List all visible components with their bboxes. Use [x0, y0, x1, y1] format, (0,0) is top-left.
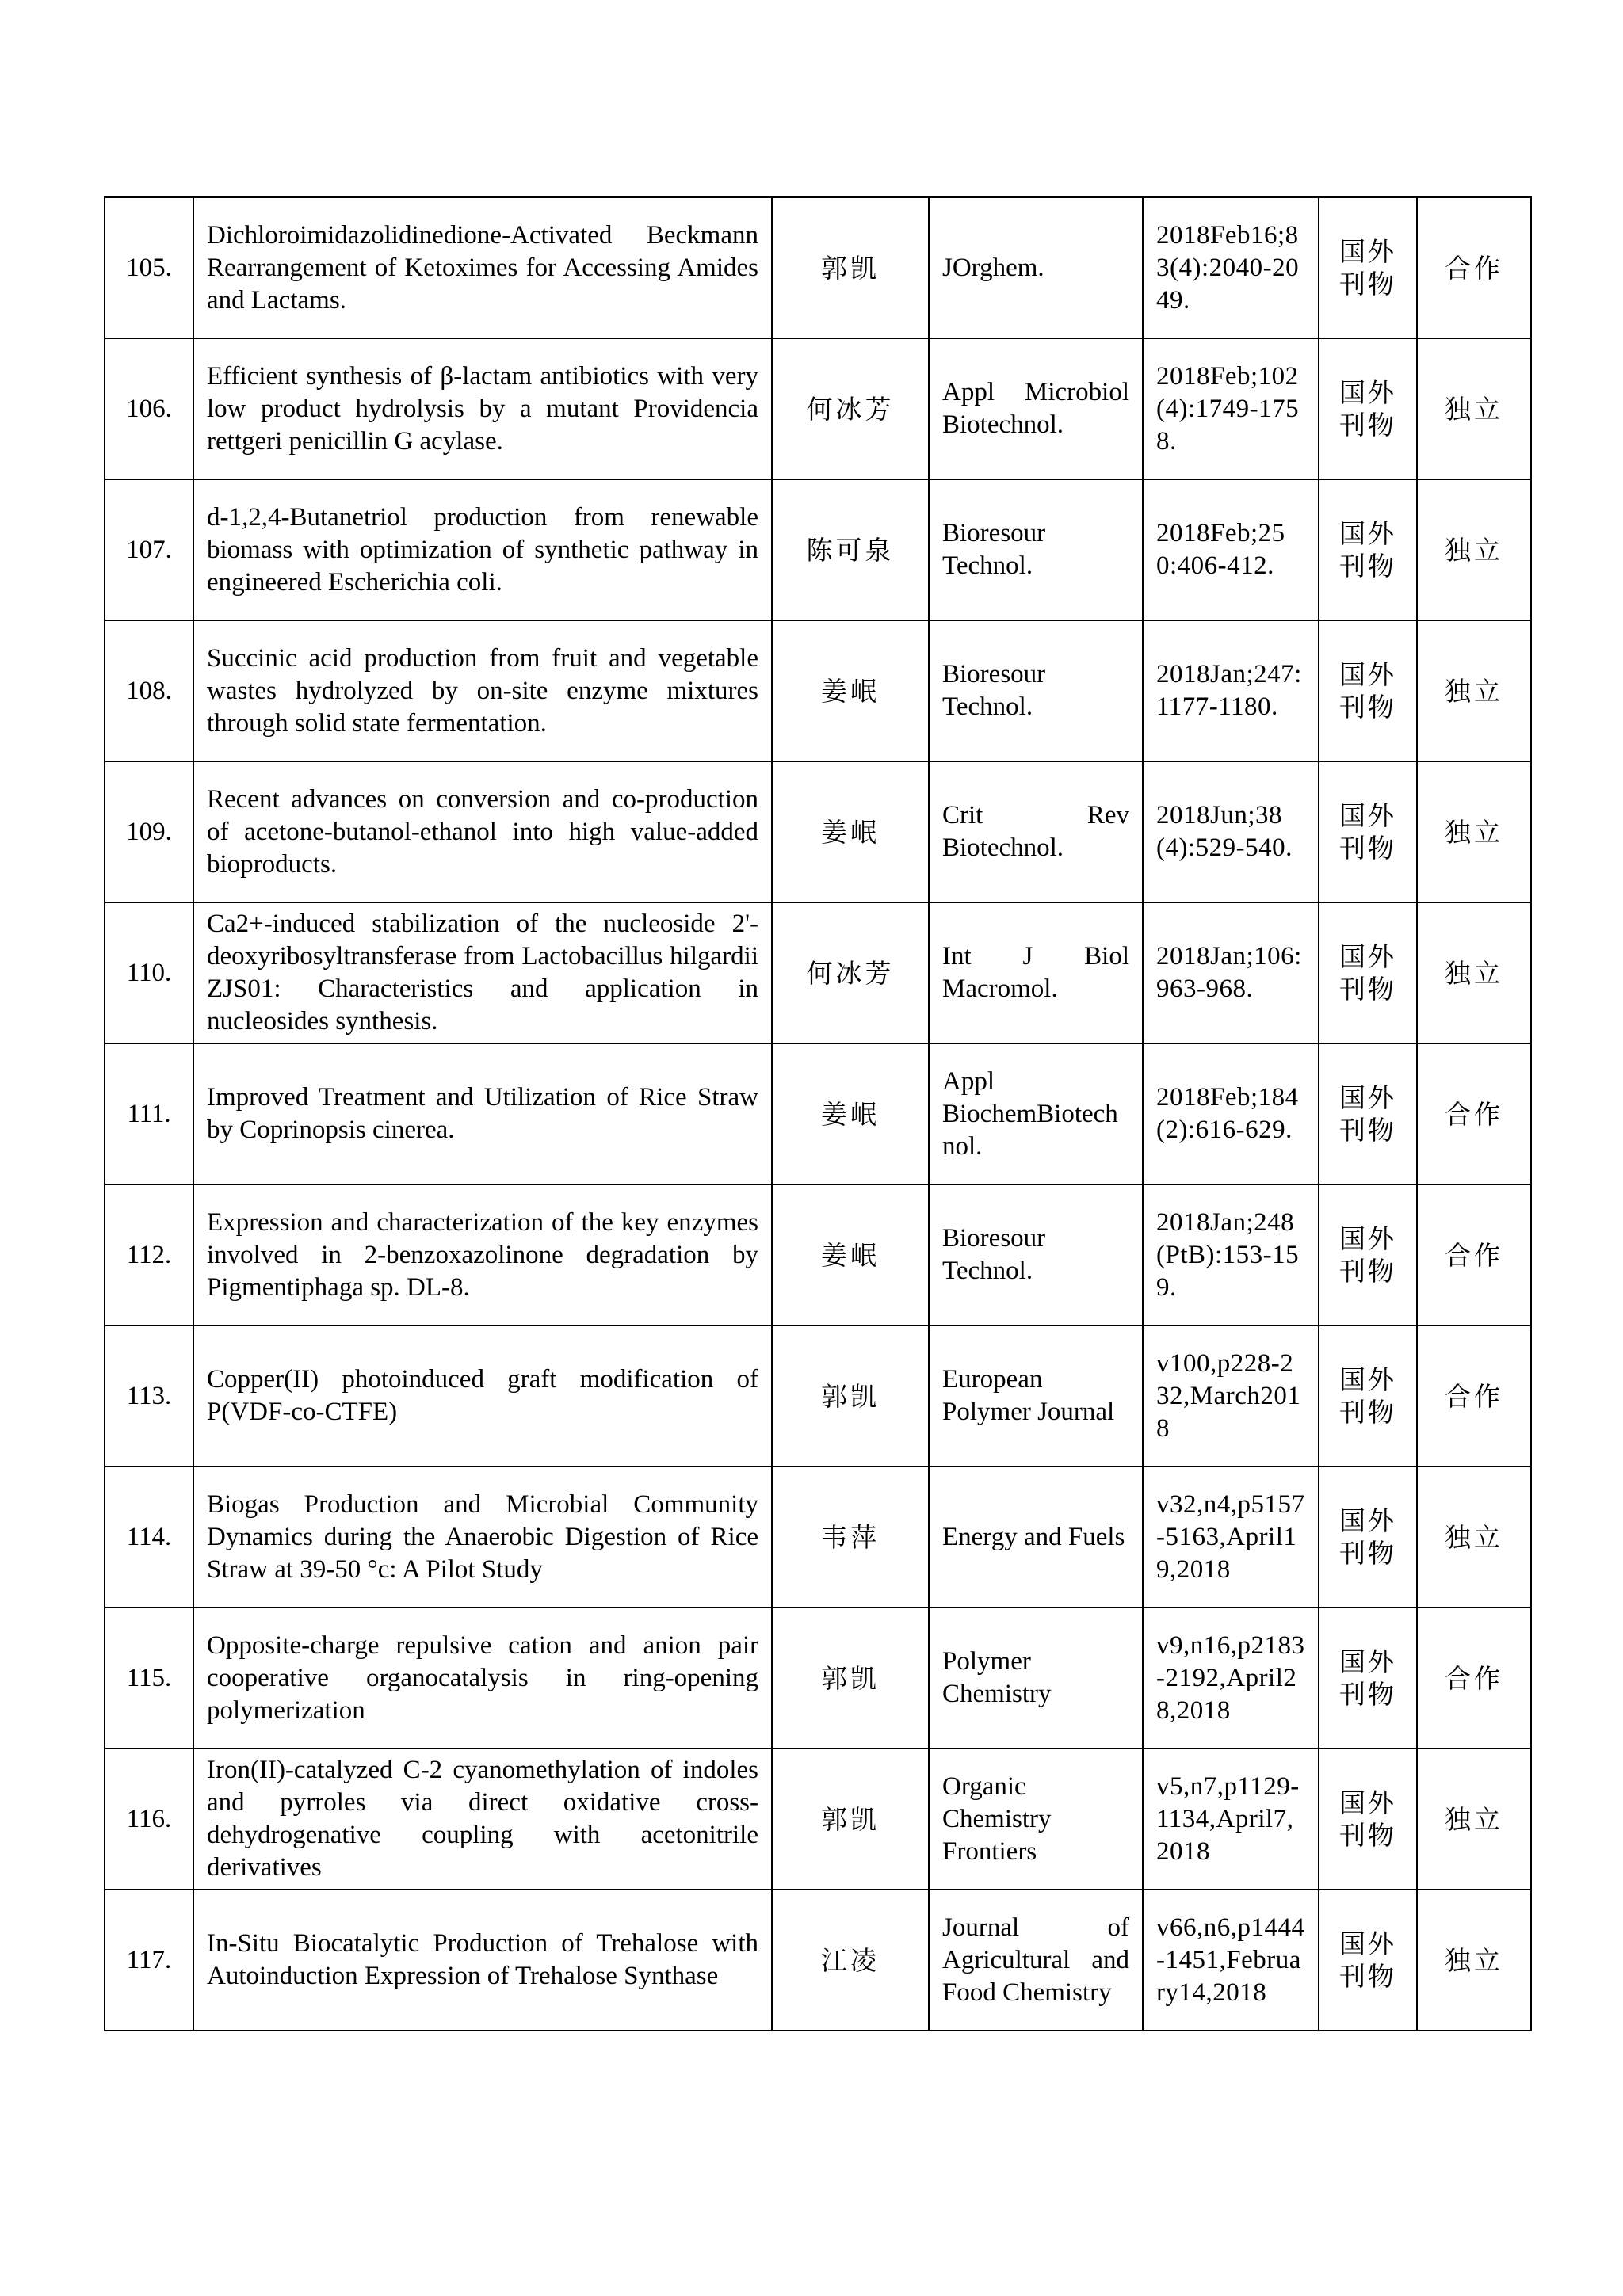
volume-info: 2018Feb;250:406-412.	[1143, 479, 1319, 620]
row-number: 110.	[105, 902, 193, 1043]
journal-name: Energy and Fuels	[929, 1466, 1143, 1608]
publication-type	[1319, 1325, 1417, 1466]
table-row	[105, 620, 1531, 761]
type-line-1: 国外	[1339, 1787, 1396, 1818]
cooperation-type: 独立	[1417, 620, 1531, 761]
type-line-2: 刊物	[1339, 1820, 1396, 1851]
author-name: 何冰芳	[772, 902, 929, 1043]
journal-name: Crit Rev Biotechnol.	[929, 761, 1143, 902]
paper-title: Succinic acid production from fruit and vegetable wastes hydrolyzed by on-site enzyme mixtures through solid state fermentation.	[193, 620, 772, 761]
author-name: 郭凯	[772, 1325, 929, 1466]
table-row	[105, 1184, 1531, 1325]
paper-title: Recent advances on conversion and co-production of acetone-butanol-ethanol into high value-added bioproducts.	[193, 761, 772, 902]
row-number: 117.	[105, 1890, 193, 2031]
publication-type	[1319, 1749, 1417, 1890]
paper-title: Copper(II) photoinduced graft modification of P(VDF-co-CTFE)	[193, 1325, 772, 1466]
journal-name: Int J Biol Macromol.	[929, 902, 1143, 1043]
author-name: 姜岷	[772, 1184, 929, 1325]
author-name: 郭凯	[772, 1608, 929, 1749]
author-name: 韦萍	[772, 1466, 929, 1608]
publication-type	[1319, 1184, 1417, 1325]
author-name: 姜岷	[772, 1043, 929, 1184]
publication-type	[1319, 479, 1417, 620]
cooperation-type: 独立	[1417, 479, 1531, 620]
publication-type	[1319, 902, 1417, 1043]
journal-name: Journal of Agricultural and Food Chemistry	[929, 1890, 1143, 2031]
table-row	[105, 1890, 1531, 2031]
cooperation-type: 合作	[1417, 1184, 1531, 1325]
type-line-2: 刊物	[1339, 1397, 1396, 1428]
paper-title: Dichloroimidazolidinedione-Activated Beckmann Rearrangement of Ketoximes for Accessing Amides and Lactams.	[193, 197, 772, 338]
volume-info: v66,n6,p1444-1451,February14,2018	[1143, 1890, 1319, 2031]
type-line-2: 刊物	[1339, 410, 1396, 441]
publication-type	[1319, 1043, 1417, 1184]
table-body	[105, 197, 1531, 2031]
paper-title: Expression and characterization of the key enzymes involved in 2-benzoxazolinone degradation by Pigmentiphaga sp. DL-8.	[193, 1184, 772, 1325]
cooperation-type: 独立	[1417, 1890, 1531, 2031]
author-name: 姜岷	[772, 761, 929, 902]
type-line-2: 刊物	[1339, 692, 1396, 723]
volume-info: 2018Feb;102(4):1749-1758.	[1143, 338, 1319, 479]
volume-info: 2018Jan;247:1177-1180.	[1143, 620, 1319, 761]
type-line-2: 刊物	[1339, 974, 1396, 1005]
publication-type	[1319, 761, 1417, 902]
type-line-2: 刊物	[1339, 1115, 1396, 1146]
cooperation-type: 合作	[1417, 197, 1531, 338]
paper-title: d-1,2,4-Butanetriol production from renewable biomass with optimization of synthetic pathway in engineered Escherichia coli.	[193, 479, 772, 620]
journal-name: European Polymer Journal	[929, 1325, 1143, 1466]
volume-info: 2018Jan;106:963-968.	[1143, 902, 1319, 1043]
row-number: 111.	[105, 1043, 193, 1184]
type-line-1: 国外	[1339, 236, 1396, 267]
publications-table	[104, 196, 1532, 2031]
cooperation-type: 独立	[1417, 1749, 1531, 1890]
paper-title: Improved Treatment and Utilization of Rice Straw by Coprinopsis cinerea.	[193, 1043, 772, 1184]
cooperation-type: 独立	[1417, 761, 1531, 902]
table-row	[105, 1325, 1531, 1466]
paper-title: Efficient synthesis of β-lactam antibiotics with very low product hydrolysis by a mutant Providencia rettgeri penicillin G acylase.	[193, 338, 772, 479]
cooperation-type: 合作	[1417, 1043, 1531, 1184]
paper-title: Biogas Production and Microbial Community Dynamics during the Anaerobic Digestion of Rice Straw at 39-50 °c: A Pilot Study	[193, 1466, 772, 1608]
volume-info: 2018Feb16;83(4):2040-2049.	[1143, 197, 1319, 338]
cooperation-type: 独立	[1417, 338, 1531, 479]
row-number: 116.	[105, 1749, 193, 1890]
row-number: 113.	[105, 1325, 193, 1466]
table-row	[105, 479, 1531, 620]
paper-title: Iron(II)-catalyzed C-2 cyanomethylation of indoles and pyrroles via direct oxidative cross-dehydrogenative coupling with acetonitrile derivatives	[193, 1749, 772, 1890]
type-line-2: 刊物	[1339, 269, 1396, 299]
cooperation-type: 独立	[1417, 1466, 1531, 1608]
table-row	[105, 197, 1531, 338]
volume-info: 2018Jan;248(PtB):153-159.	[1143, 1184, 1319, 1325]
author-name: 江凌	[772, 1890, 929, 2031]
author-name: 姜岷	[772, 620, 929, 761]
table-row	[105, 1749, 1531, 1890]
type-line-1: 国外	[1339, 1364, 1396, 1395]
type-line-1: 国外	[1339, 377, 1396, 408]
type-line-1: 国外	[1339, 1646, 1396, 1677]
paper-title: Opposite-charge repulsive cation and anion pair cooperative organocatalysis in ring-opening polymerization	[193, 1608, 772, 1749]
publication-type	[1319, 338, 1417, 479]
type-line-1: 国外	[1339, 800, 1396, 831]
row-number: 114.	[105, 1466, 193, 1608]
volume-info: v32,n4,p5157-5163,April19,2018	[1143, 1466, 1319, 1608]
type-line-1: 国外	[1339, 1082, 1396, 1113]
type-line-1: 国外	[1339, 1928, 1396, 1959]
author-name: 郭凯	[772, 197, 929, 338]
table-row	[105, 338, 1531, 479]
type-line-1: 国外	[1339, 659, 1396, 690]
table-row	[105, 902, 1531, 1043]
type-line-1: 国外	[1339, 1505, 1396, 1536]
journal-name: Appl BiochemBiotechnol.	[929, 1043, 1143, 1184]
row-number: 108.	[105, 620, 193, 761]
journal-name: Bioresour Technol.	[929, 1184, 1143, 1325]
volume-info: v5,n7,p1129-1134,April7,2018	[1143, 1749, 1319, 1890]
publication-type	[1319, 1608, 1417, 1749]
row-number: 105.	[105, 197, 193, 338]
type-line-2: 刊物	[1339, 1538, 1396, 1569]
row-number: 112.	[105, 1184, 193, 1325]
publication-type	[1319, 197, 1417, 338]
table-row	[105, 1608, 1531, 1749]
type-line-2: 刊物	[1339, 1961, 1396, 1992]
table-row	[105, 1043, 1531, 1184]
cooperation-type: 独立	[1417, 902, 1531, 1043]
journal-name: Polymer Chemistry	[929, 1608, 1143, 1749]
type-line-2: 刊物	[1339, 551, 1396, 582]
type-line-1: 国外	[1339, 518, 1396, 549]
type-line-2: 刊物	[1339, 1256, 1396, 1287]
author-name: 何冰芳	[772, 338, 929, 479]
row-number: 115.	[105, 1608, 193, 1749]
journal-name: Bioresour Technol.	[929, 620, 1143, 761]
journal-name: Bioresour Technol.	[929, 479, 1143, 620]
publication-type	[1319, 1890, 1417, 2031]
row-number: 107.	[105, 479, 193, 620]
type-line-2: 刊物	[1339, 1679, 1396, 1710]
volume-info: v9,n16,p2183-2192,April28,2018	[1143, 1608, 1319, 1749]
volume-info: 2018Feb;184(2):616-629.	[1143, 1043, 1319, 1184]
publication-type	[1319, 620, 1417, 761]
journal-name: JOrghem.	[929, 197, 1143, 338]
volume-info: v100,p228-232,March2018	[1143, 1325, 1319, 1466]
table-row	[105, 761, 1531, 902]
volume-info: 2018Jun;38(4):529-540.	[1143, 761, 1319, 902]
author-name: 郭凯	[772, 1749, 929, 1890]
row-number: 109.	[105, 761, 193, 902]
publication-type	[1319, 1466, 1417, 1608]
paper-title: In-Situ Biocatalytic Production of Trehalose with Autoinduction Expression of Trehalose Synthase	[193, 1890, 772, 2031]
paper-title: Ca2+-induced stabilization of the nucleoside 2'- deoxyribosyltransferase from Lactobacillus hilgardii ZJS01: Characteristics and application in nucleosides synthesis.	[193, 902, 772, 1043]
author-name: 陈可泉	[772, 479, 929, 620]
type-line-1: 国外	[1339, 1223, 1396, 1254]
journal-name: Appl Microbiol Biotechnol.	[929, 338, 1143, 479]
row-number: 106.	[105, 338, 193, 479]
type-line-1: 国外	[1339, 941, 1396, 972]
type-line-2: 刊物	[1339, 833, 1396, 864]
journal-name: Organic Chemistry Frontiers	[929, 1749, 1143, 1890]
cooperation-type: 合作	[1417, 1608, 1531, 1749]
table-row	[105, 1466, 1531, 1608]
cooperation-type: 合作	[1417, 1325, 1531, 1466]
